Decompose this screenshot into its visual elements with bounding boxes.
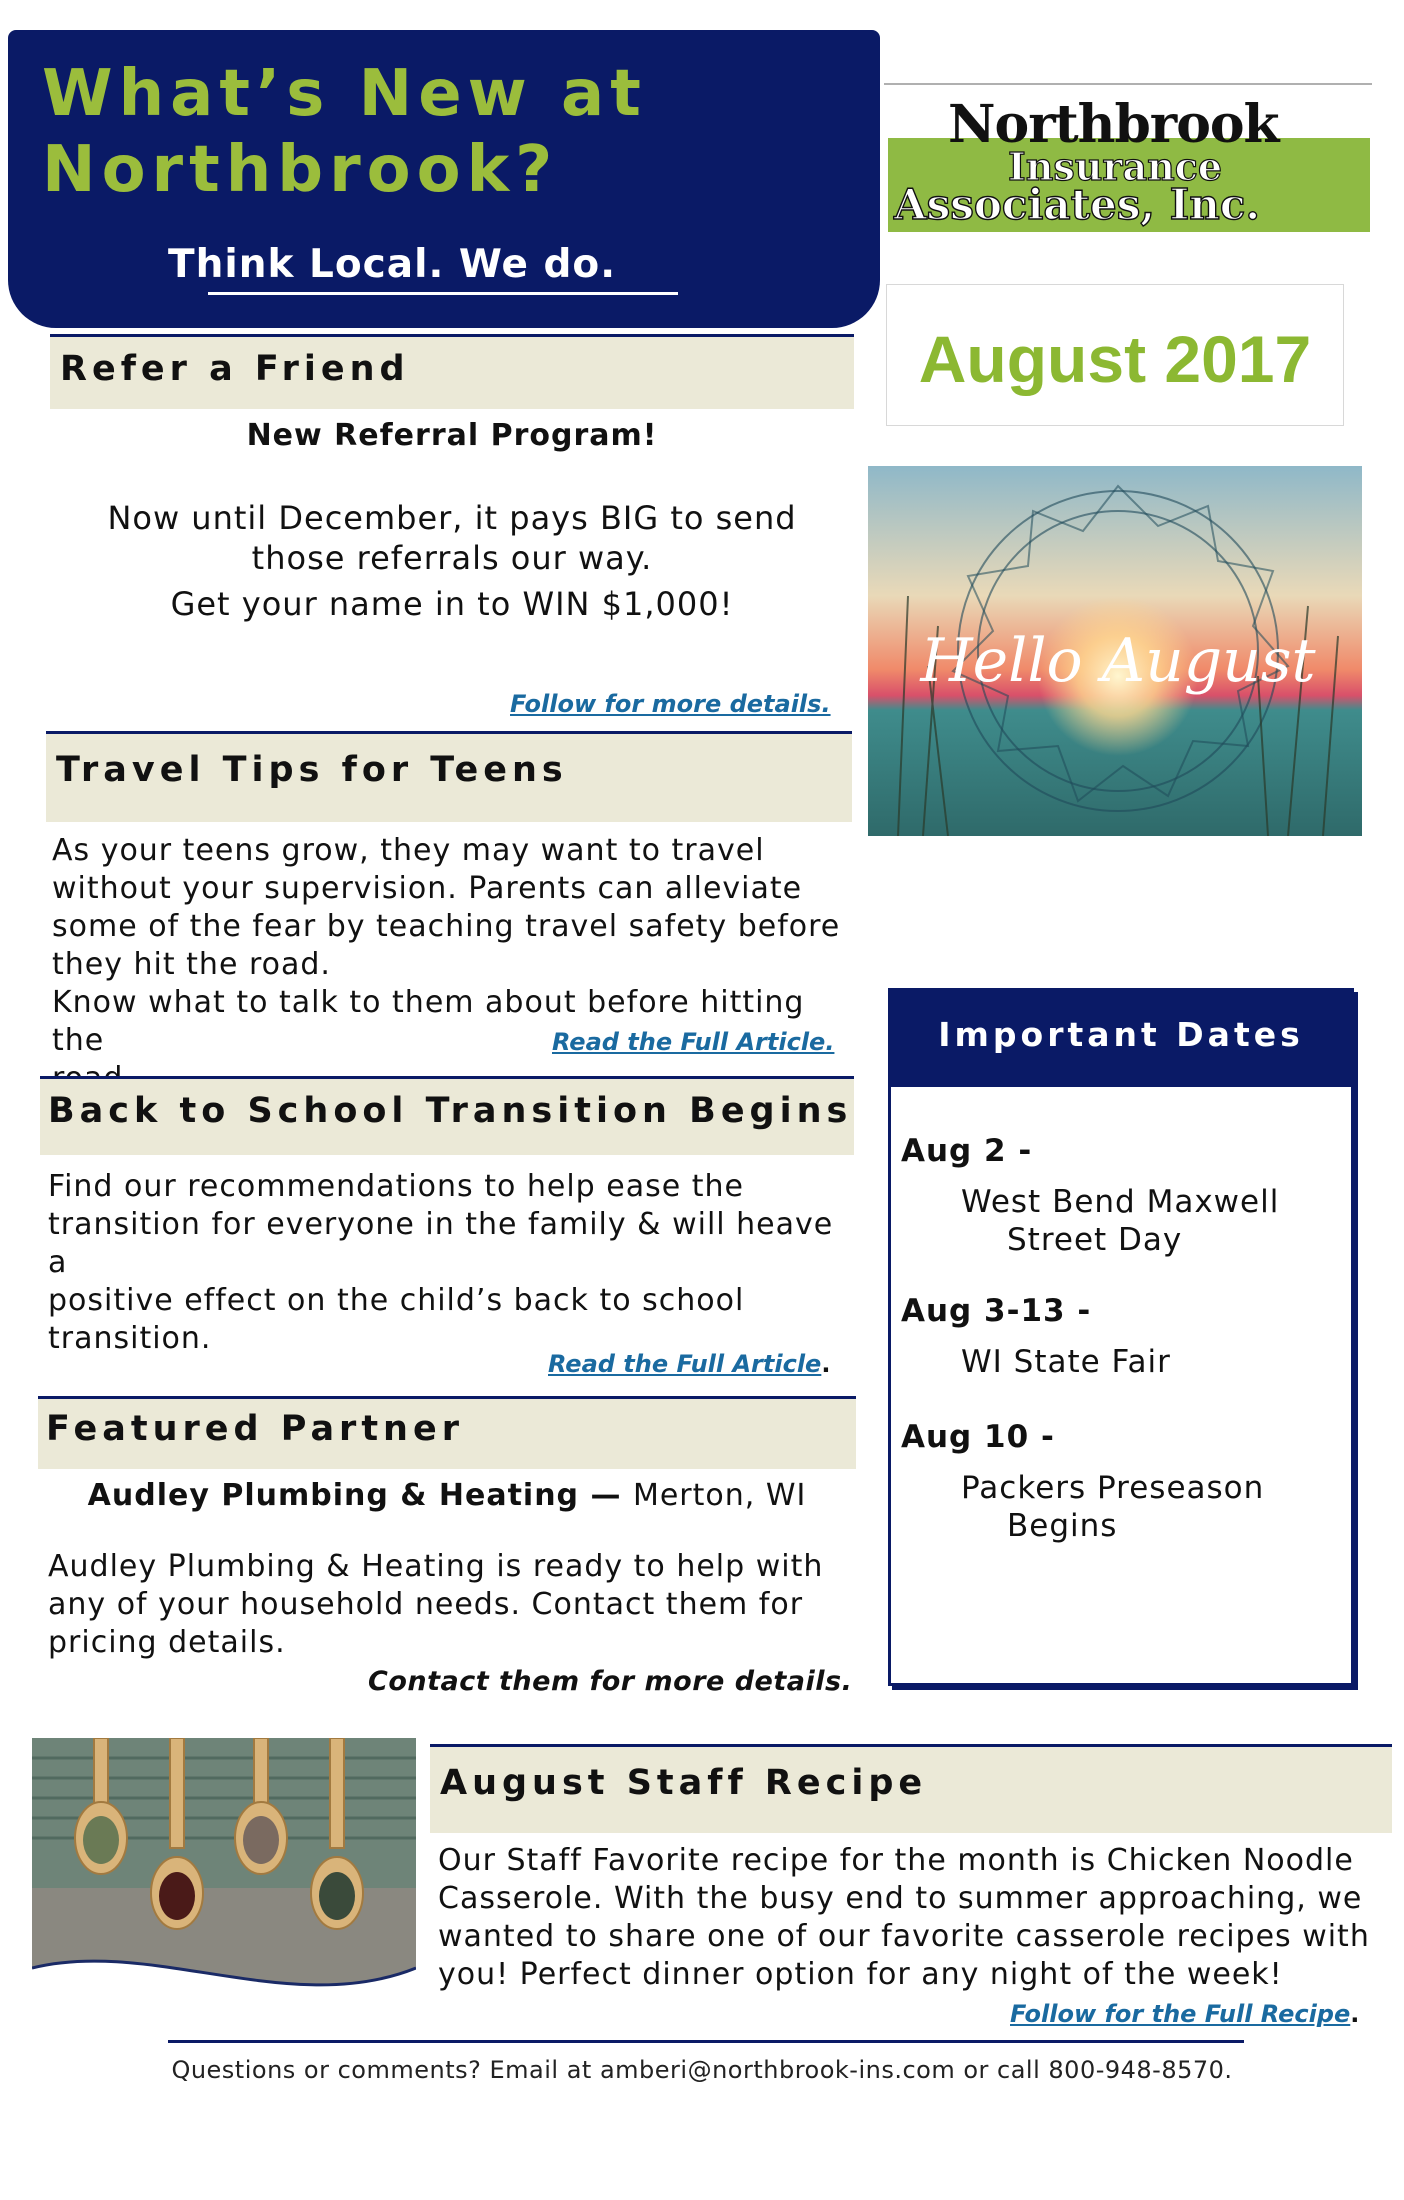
recipe-link[interactable]: Follow for the Full Recipe [1010,2000,1351,2028]
date-event: Packers Preseason [961,1470,1265,1506]
date-label: Aug 3-13 - [901,1293,1092,1329]
logo-line-1: Northbrook [948,94,1279,155]
travel-heading: Travel Tips for Teens [56,750,568,790]
travel-section-header [46,731,852,822]
referral-subheading: New Referral Program! [246,418,658,453]
school-line: transition for everyone in the family & will heave a [48,1207,834,1280]
travel-article-link[interactable]: Read the Full Article. [552,1028,835,1056]
top-divider [884,83,1372,85]
newsletter-title [42,56,862,208]
partner-name-line [38,1478,856,1513]
hello-august-image [868,466,1362,836]
travel-line: some of the fear by teaching travel safety before [52,909,841,944]
date-event: West Bend Maxwell [961,1184,1280,1220]
school-body [48,1168,862,1358]
school-section-header [40,1076,854,1155]
recipe-heading: August Staff Recipe [440,1763,928,1803]
date-event: WI State Fair [961,1344,1171,1380]
month-label: August 2017 [918,322,1312,396]
recipe-link-period: . [1350,2000,1360,2028]
recipe-line: Our Staff Favorite recipe for the month is Chicken Noodle [438,1843,1354,1878]
recipe-section-header [430,1744,1392,1833]
partner-contact-text: Contact them for more details. [368,1666,853,1697]
partner-line: any of your household needs. Contact them for [48,1587,804,1622]
refer-details-link[interactable]: Follow for more details. [510,690,831,718]
school-link-wrap [548,1350,830,1378]
refer-heading: Refer a Friend [60,349,410,389]
refer-line-2: those referrals our way. [251,539,653,577]
partner-location: Merton, WI [632,1478,807,1513]
school-line: Find our recommendations to help ease the [48,1169,744,1204]
partner-section-header [38,1396,856,1469]
travel-line: As your teens grow, they may want to travel [52,833,765,868]
recipe-link-wrap [1010,2000,1359,2028]
recipe-line: you! Perfect dinner option for any night of the week! [438,1957,1283,1992]
partner-dash: — [579,1478,633,1513]
tagline: Think Local. We do. [168,242,617,287]
school-link-period: . [821,1350,831,1378]
date-label: Aug 2 - [901,1133,1033,1169]
partner-name: Audley Plumbing & Heating [87,1478,580,1513]
hello-august-text: Hello August [920,626,1316,696]
tagline-underline [208,292,678,295]
school-heading: Back to School Transition Begins [48,1091,853,1131]
important-dates-box [888,988,1354,1686]
footer-contact: Questions or comments? Email at amberi@northbrook-ins.com or call 800-948-8570. [171,2056,1233,2084]
logo-line-3: Associates, Inc. [894,180,1261,229]
refer-line-1: Now until December, it pays BIG to send [107,499,797,537]
recipe-body [438,1842,1398,1994]
partner-line: Audley Plumbing & Heating is ready to help with [48,1549,824,1584]
refer-line-3: Get your name in to WIN $1,000! [170,585,734,623]
date-event-cont: Street Day [1007,1222,1183,1258]
travel-line: without your supervision. Parents can alleviate [52,871,803,906]
dates-heading: Important Dates [938,1015,1304,1054]
dates-header-bar [891,991,1351,1087]
travel-body [52,832,862,1098]
month-box [886,284,1344,426]
date-label: Aug 10 - [901,1419,1055,1455]
recipe-line: Casserole. With the busy end to summer approaching, we [438,1881,1363,1916]
spices-spoons-image [32,1738,416,2004]
title-line-2: Northbrook? [42,133,559,207]
company-logo [888,94,1370,232]
footer-divider [168,2040,1244,2043]
date-event-cont: Begins [1007,1508,1118,1544]
partner-body [48,1548,858,1662]
partner-line: pricing details. [48,1625,286,1660]
school-line: positive effect on the child’s back to school [48,1283,745,1318]
title-line-1: What’s New at [42,57,647,131]
partner-heading: Featured Partner [46,1409,464,1449]
travel-line: Know what to talk to them about before hitting the [52,985,805,1058]
school-article-link[interactable]: Read the Full Article [548,1350,822,1378]
refer-section-header [50,334,854,409]
travel-line: they hit the road. [52,947,331,982]
logo-line-2: Insurance [1008,144,1223,189]
recipe-line: wanted to share one of our favorite casserole recipes with [438,1919,1370,1954]
school-line: transition. [48,1321,212,1356]
